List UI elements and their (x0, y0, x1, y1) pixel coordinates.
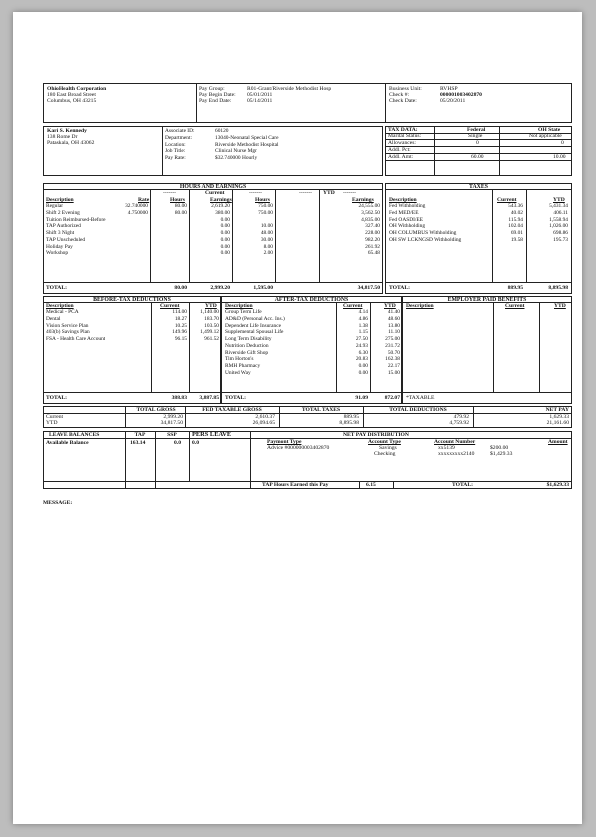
earnings-description-col: Regular Shift 2 Evening Tuition Reimbursed-Before TAP Authorized Shift 3 Night TAP Unscheduled Holiday Pay Workshop (46, 203, 106, 257)
dashes: ------- (299, 190, 313, 196)
after-tax-ytd-col: 41.40 48.60 13.80 11.10 275.00 231.72 50.70 162.38 22.17 15.00 (385, 309, 400, 376)
after-tax-description-col: Group Term Life AD&D (Personal Acc. Ins.) Dependent Life Insurance Supplemental Spousal Life Long Term Disability Nutrition Deduction Riverside Gift Shop Tim Horton's RMH Pharmacy United Way (225, 309, 285, 376)
earnings-hours-col: 80.00 80.00 (174, 203, 187, 216)
tax-data-row-label: Addl. Pct: (388, 147, 411, 153)
account-type: Savings (379, 445, 397, 451)
col-header-account-type: Account Type (368, 439, 401, 445)
after-tax-total-label: TOTAL: (225, 395, 246, 401)
taxes-total-ytd: 8,895.98 (548, 285, 568, 291)
before-tax-total-ytd: 3,887.85 (199, 395, 219, 401)
business-unit-value: RVHSP (440, 86, 458, 92)
col-header-rate: Rate (138, 197, 150, 203)
col-header-payment-type: Paymont Type (267, 439, 302, 445)
tax-data-federal-value: 60.00 (471, 154, 484, 160)
employee-field-values: 60120 13040-Neonatal Special Care Riverside Methodist Hospital Clinical Nurse Mgr $32.740000 Hourly (215, 128, 279, 161)
check-date-value: 05/20/2011 (440, 98, 466, 104)
pay-begin-value: 05/01/2011 (247, 92, 273, 98)
summary-header-total-taxes: TOTAL TAXES (301, 407, 341, 413)
pay-end-value: 05/14/2011 (247, 98, 273, 104)
earnings-total-hours: 80.00 (174, 285, 187, 291)
pay-begin-label: Pay Begin Date: (199, 92, 236, 98)
dashes: ------- (343, 190, 357, 196)
summary-total-deductions: 4,759.92 (449, 420, 469, 426)
col-header-description: Description (46, 197, 74, 203)
before-tax-title: BEFORE-TAX DEDUCTIONS (93, 297, 171, 303)
before-tax-ytd-col: 1,140.00 183.70 103.50 1,499.12 961.52 (200, 309, 219, 342)
ytd-earnings-col: 24,555.00 3,562.50 4,835.00 327.40 228.00 982.20 261.92 65.48 (358, 203, 380, 257)
summary-total-gross: 2,999.20 (163, 414, 183, 420)
tax-ytd-col: 5,431.34 406.11 1,558.94 1,026.00 698.86 195.73 (549, 203, 568, 243)
summary-header-fed-taxable: FED TAXABLE GROSS (202, 407, 262, 413)
col-header-description: Description (389, 197, 417, 203)
col-header-current: Current (505, 303, 525, 309)
summary-fed-taxable: 26,094.65 (252, 420, 275, 426)
col-header-ytd-earnings: Earnings (352, 197, 374, 203)
company-address-line1: 180 East Broad Street (47, 92, 96, 98)
pay-group-value: R01-Grant/Riverside Methodist Hosp (247, 86, 332, 92)
col-header-earnings: Earnings (210, 197, 232, 203)
summary-net-pay: 1,629.33 (549, 414, 569, 420)
col-header-current: Current (160, 303, 180, 309)
ytd-label: YTD (323, 190, 335, 196)
hours-earnings-title: HOURS AND EARNINGS (179, 184, 247, 190)
earnings-amount-col: 2,619.20 380.00 0.00 0.00 0.00 0.00 0.00 0.00 (211, 203, 230, 257)
tax-data-state-value: 10.00 (553, 154, 566, 160)
advice-number: Advice #000000003402870 (267, 445, 330, 451)
dashes: ------- (249, 190, 263, 196)
message-label: MESSAGE: (43, 500, 73, 506)
summary-total-taxes: 889.95 (343, 414, 359, 420)
tax-data-federal-value: 0 (476, 140, 479, 146)
current-label: Current (205, 190, 225, 196)
col-header-description: Description (46, 303, 74, 309)
col-header-description: Description (406, 303, 434, 309)
col-header-current: Current (343, 303, 363, 309)
employee-box (43, 126, 383, 176)
account-number: xx5139 (438, 445, 455, 451)
leave-ssp-header: SSP (167, 432, 177, 438)
employee-address-line2: Pataskala, OH 43062 (47, 140, 95, 146)
employee-field-labels: Associate ID: Department: Location: Job Title: Pay Rate: (165, 128, 195, 161)
check-date-label: Check Date: (389, 98, 417, 104)
dashes: ------- (163, 190, 177, 196)
tap-hours-earned-label: TAP Hours Earned this Pay (262, 482, 329, 488)
earnings-total-ytd-hours: 1,595.00 (253, 285, 273, 291)
tax-data-state-value: Not applicable (529, 133, 562, 139)
employer-benefits-box (402, 296, 572, 404)
summary-total-taxes: 8,895.98 (339, 420, 359, 426)
leave-ssp-value: 0.0 (174, 440, 181, 446)
summary-header-net-pay: NET PAY (545, 407, 569, 413)
summary-total-deductions: 479.92 (453, 414, 469, 420)
ytd-hours-col: 750.00 750.00 10.00 48.00 30.00 8.00 2.00 (258, 203, 273, 257)
tax-data-state: OH State (538, 127, 561, 133)
taxable-note: *TAXABLE (406, 395, 435, 401)
leave-pers-header: PERS LEAVE (192, 431, 232, 438)
summary-fed-taxable: 2,610.37 (255, 414, 275, 420)
leave-tap-value: 163.14 (130, 440, 146, 446)
after-tax-total-current: 91.09 (355, 395, 368, 401)
tap-hours-earned-value: 6.15 (366, 482, 376, 488)
after-tax-current-col: 4.14 4.86 1.38 1.15 27.50 24.93 6.30 20.83 0.00 0.00 (355, 309, 368, 376)
pay-group-label: Pay Group: (199, 86, 225, 92)
before-tax-description-col: Medical - PCA Dental Vision Service Plan 403(b) Savings Plan FSA - Health Care Account (46, 309, 106, 342)
tax-current-col: 543.36 40.02 115.94 102.04 69.01 19.58 (508, 203, 523, 243)
col-header-amount: Amount (548, 439, 568, 445)
summary-header-total-deductions: TOTAL DEDUCTIONS (389, 407, 447, 413)
before-tax-total-current: 388.83 (171, 395, 187, 401)
employee-name: Kari S. Kennedy (47, 128, 87, 134)
leave-balances-title: LEAVE BALANCES (49, 432, 100, 438)
account-type: Checking (374, 451, 396, 457)
col-header-ytd: YTD (554, 303, 566, 309)
company-address-line2: Columbus, OH 43215 (47, 98, 97, 104)
tax-data-row-label: Marital Status: (388, 133, 422, 139)
account-number: xxxxxxxxx2140 (438, 451, 475, 457)
after-tax-title: AFTER-TAX DEDUCTIONS (274, 297, 349, 303)
taxes-total-current: 889.95 (507, 285, 523, 291)
summary-row-label: Current (46, 414, 64, 420)
tax-data-row-label: Allowances: (388, 140, 416, 146)
check-number-value: 000001003402870 (440, 92, 482, 98)
deposit-amount: $1,429.33 (490, 451, 513, 457)
earnings-total-label: TOTAL: (46, 285, 67, 291)
tax-data-state-value: 0 (561, 140, 564, 146)
leave-pers-value: 0.0 (192, 440, 199, 446)
taxes-total-label: TOTAL: (389, 285, 410, 291)
col-header-ytd: YTD (553, 197, 565, 203)
summary-row-label: YTD (46, 420, 58, 426)
col-header-ytd: YTD (205, 303, 217, 309)
check-number-label: Check #: (389, 92, 410, 98)
pay-end-label: Pay End Date: (199, 98, 232, 104)
tax-data-row-label: Addl. Amt: (388, 154, 414, 160)
col-header-ytd-hours: Hours (255, 197, 270, 203)
tax-data-title: TAX DATA: (388, 127, 418, 133)
earnings-total-amount: 2,999.20 (210, 285, 230, 291)
available-balance-label: Available Balance (46, 440, 89, 446)
after-tax-total-ytd: 872.07 (384, 395, 400, 401)
business-unit-label: Business Unit: (389, 86, 422, 92)
col-header-current: Current (497, 197, 517, 203)
taxes-title: TAXES (469, 184, 488, 190)
pay-statement-page (13, 12, 582, 824)
summary-header-total-gross: TOTAL GROSS (136, 407, 176, 413)
earnings-rate-col: 32.740000 4.750000 (125, 203, 148, 216)
employer-benefits-title: EMPLOYER PAID BENEFITS (447, 297, 527, 303)
col-header-ytd: YTD (384, 303, 396, 309)
company-name: OhioHealth Corporation (47, 86, 107, 92)
summary-net-pay: 21,161.60 (546, 420, 569, 426)
leave-tap-header: TAP (134, 432, 146, 438)
tax-description-col: Fed Withholding Fed MED/EE Fed OASDI/EE OH Withholding OH COLUMBUS Withholding OH SW LCKNGSD Withholding (389, 203, 462, 243)
earnings-total-ytd: 34,817.50 (357, 285, 380, 291)
tax-data-federal-value: Single (468, 133, 483, 139)
net-pay-total-value: $1,629.33 (546, 482, 569, 488)
net-pay-total-label: TOTAL: (452, 482, 473, 488)
net-pay-distribution-title: NET PAY DISTRIBUTION (343, 432, 409, 438)
before-tax-current-col: 114.00 18.27 10.25 149.96 96.15 (172, 309, 187, 342)
before-tax-total-label: TOTAL: (46, 395, 67, 401)
summary-total-gross: 34,817.50 (160, 420, 183, 426)
deposit-amount: $200.00 (490, 445, 509, 451)
tax-data-federal: Federal (467, 127, 486, 133)
col-header-account-number: Account Number (434, 439, 476, 445)
employee-address-line1: 138 Rome Dr (47, 134, 78, 140)
col-header-description: Description (225, 303, 253, 309)
col-header-hours: Hours (170, 197, 185, 203)
